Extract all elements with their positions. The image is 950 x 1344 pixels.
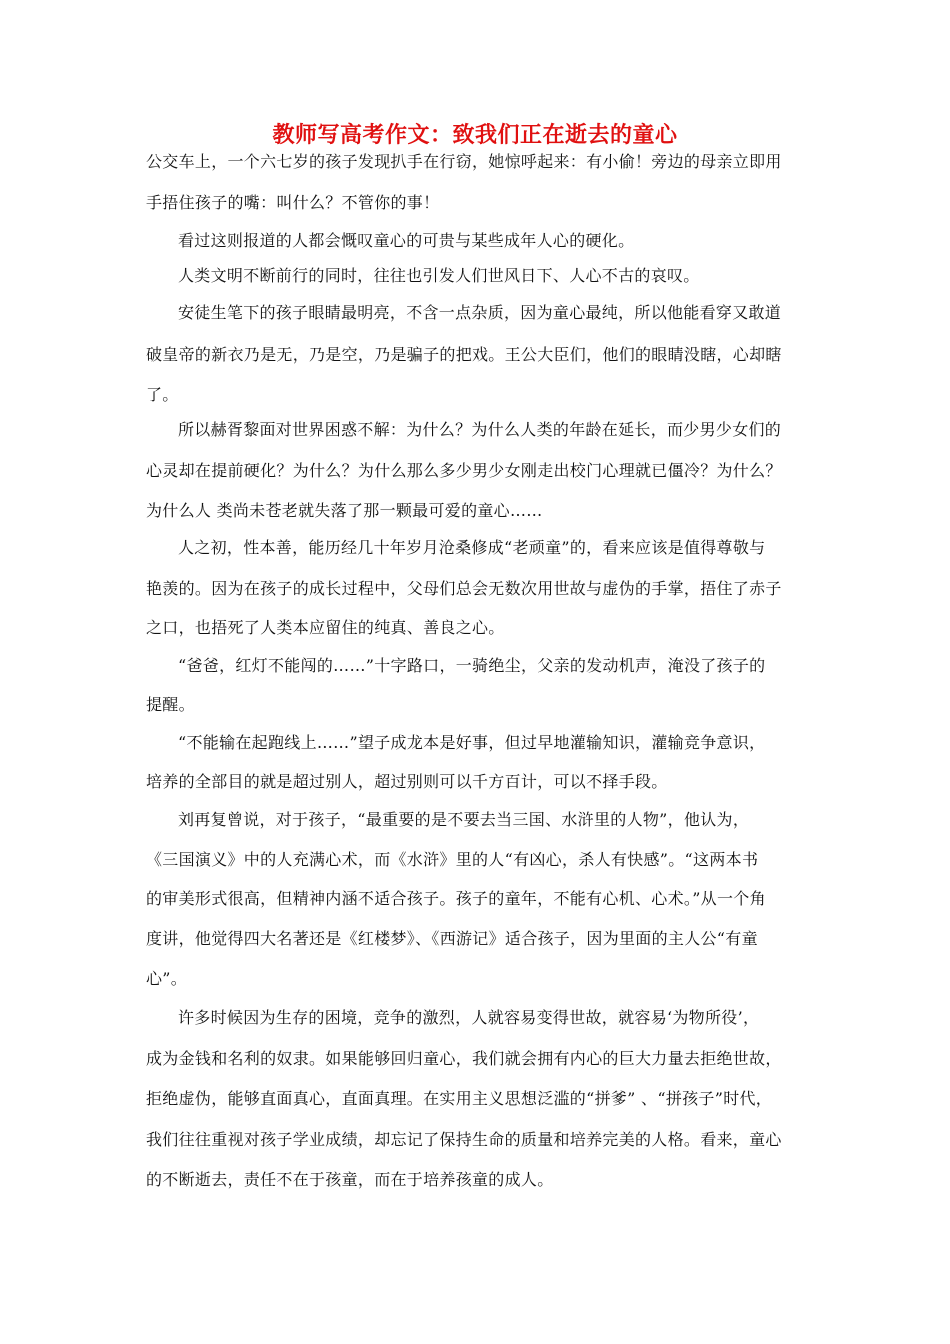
text-line: 为什么人 类尚未苍老就失落了那一颗最可爱的童心…… [146,501,543,520]
text-line: 艳羡的。因为在孩子的成长过程中，父母们总会无数次用世故与虚伪的手掌，捂住了赤子 [146,579,782,598]
text-line: 人类文明不断前行的同时，往往也引发人们世风日下、人心不古的哀叹。 [178,266,700,285]
text-line: 许多时候因为生存的困境，竞争的激烈，人就容易变得世故，就容易‘为物所役’， [178,1008,760,1027]
text-line: 心灵却在提前硬化？为什么？为什么那么多少男少女刚走出校门心理就已僵冷？为什么？ [146,461,782,480]
text-line: 成为金钱和名利的奴隶。如果能够回归童心，我们就会拥有内心的巨大力量去拒绝世故， [146,1049,782,1068]
text-line: 了。 [146,385,179,404]
text-line: 人之初，性本善，能历经几十年岁月沧桑修成“老顽童”的，看来应该是值得尊敬与 [178,538,766,557]
text-line: “爸爸，红灯不能闯的……”十字路口，一骑绝尘，父亲的发动机声，淹没了孩子的 [178,656,766,675]
text-line: “不能输在起跑线上……”望子成龙本是好事，但过早地灌输知识，灌输竞争意识， [178,733,766,752]
text-line: 提醒。 [146,695,195,714]
text-line: 手捂住孩子的嘴：叫什么？不管你的事！ [146,193,440,212]
text-line: 看过这则报道的人都会慨叹童心的可贵与某些成年人心的硬化。 [178,231,635,250]
text-line: 安徒生笔下的孩子眼睛最明亮，不含一点杂质，因为童心最纯，所以他能看穿又敢道 [178,303,782,322]
text-line: 我们往往重视对孩子学业成绩，却忘记了保持生命的质量和培养完美的人格。看来，童心 [146,1130,782,1149]
text-line: 的不断逝去，责任不在于孩童，而在于培养孩童的成人。 [146,1170,554,1189]
text-line: 公交车上，一个六七岁的孩子发现扒手在行窃，她惊呼起来：有小偷！旁边的母亲立即用 [146,152,782,171]
text-line: 的审美形式很高，但精神内涵不适合孩子。孩子的童年，不能有心机、心术。”从一个角 [146,889,766,908]
text-line: 所以赫胥黎面对世界困惑不解：为什么？为什么人类的年龄在延长，而少男少女们的 [178,420,782,439]
text-line: 刘再复曾说，对于孩子，“最重要的是不要去当三国、水浒里的人物”，他认为， [178,810,750,829]
text-line: 度讲，他觉得四大名著还是《红楼梦》、《西游记》适合孩子，因为里面的主人公“有童 [146,929,758,948]
document-title: 教师写高考作文：致我们正在逝去的童心 [272,122,678,148]
text-line: 之口，也捂死了人类本应留住的纯真、善良之心。 [146,618,505,637]
text-line: 培养的全部目的就是超过别人，超过别则可以千方百计，可以不择手段。 [146,772,668,791]
text-line: 心”。 [146,969,188,988]
text-line: 破皇帝的新衣乃是无，乃是空，乃是骗子的把戏。王公大臣们，他们的眼睛没瞎，心却瞎 [146,345,782,364]
text-line: 《三国演义》中的人充满心术，而《水浒》里的人“有凶心，杀人有快感”。“这两本书 [146,850,759,869]
text-line: 拒绝虚伪，能够直面真心，直面真理。在实用主义思想泛滥的“拼爹” 、“拼孩子”时代， [146,1089,773,1108]
